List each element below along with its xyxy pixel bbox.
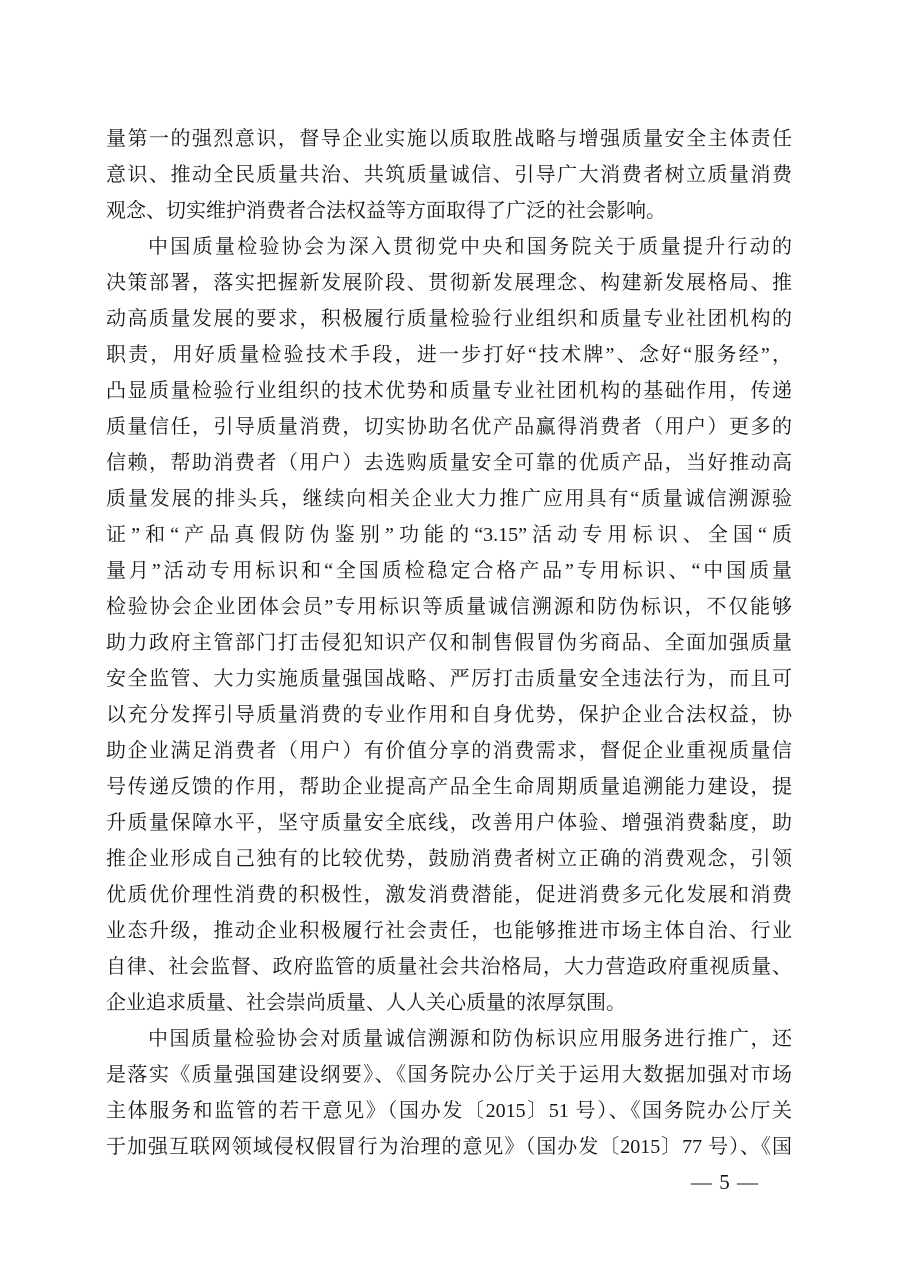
text-line: 质量信任，引导质量消费，切实协助名优产品赢得消费者（用户）更多的 xyxy=(106,416,792,438)
text-line: 检验协会企业团体会员”专用标识等质量诚信溯源和防伪标识，不仅能够 xyxy=(106,596,792,618)
text-line: 量月”活动专用标识和“全国质检稳定合格产品”专用标识、“中国质量 xyxy=(106,560,792,582)
text-line: 以充分发挥引导质量消费的专业作用和自身优势，保护企业合法权益，协 xyxy=(106,704,792,726)
text-line: 观念、切实维护消费者合法权益等方面取得了广泛的社会影响。 xyxy=(106,200,666,222)
text-line: 业态升级，推动企业积极履行社会责任，也能够推进市场主体自治、行业 xyxy=(106,920,792,942)
body-text xyxy=(106,121,792,1165)
text-line: 升质量保障水平，坚守质量安全底线，改善用户体验、增强消费黏度，助 xyxy=(106,812,792,834)
text-line: 量第一的强烈意识，督导企业实施以质取胜战略与增强质量安全主体责任 xyxy=(106,128,792,150)
text-line: 主体服务和监管的若干意见》（国办发〔2015〕51 号）、《国务院办公厅关 xyxy=(106,1100,792,1122)
text-line: 中国质量检验协会对质量诚信溯源和防伪标识应用服务进行推广，还 xyxy=(148,1028,792,1050)
text-line: 动高质量发展的要求，积极履行质量检验行业组织和质量专业社团机构的 xyxy=(106,308,792,330)
text-line: 于加强互联网领域侵权假冒行为治理的意见》（国办发〔2015〕77 号）、《国 xyxy=(106,1136,792,1158)
text-line: 号传递反馈的作用，帮助企业提高产品全生命周期质量追溯能力建设，提 xyxy=(106,776,792,798)
text-line: 职责，用好质量检验技术手段，进一步打好“技术牌”、念好“服务经”， xyxy=(106,344,792,366)
text-line: 质量发展的排头兵，继续向相关企业大力推广应用具有“质量诚信溯源验 xyxy=(106,488,792,510)
text-line: 企业追求质量、社会崇尚质量、人人关心质量的浓厚氛围。 xyxy=(106,992,626,1014)
text-line: 助力政府主管部门打击侵犯知识产仅和制售假冒伪劣商品、全面加强质量 xyxy=(106,632,792,654)
text-line: 中国质量检验协会为深入贯彻党中央和国务院关于质量提升行动的 xyxy=(148,236,792,258)
text-line: 信赖，帮助消费者（用户）去选购质量安全可靠的优质产品，当好推动高 xyxy=(106,452,792,474)
text-line: 意识、推动全民质量共治、共筑质量诚信、引导广大消费者树立质量消费 xyxy=(106,164,792,186)
page-number: — 5 — xyxy=(691,1170,759,1194)
text-line: 助企业满足消费者（用户）有价值分享的消费需求，督促企业重视质量信 xyxy=(106,740,792,762)
text-line: 推企业形成自己独有的比较优势，鼓励消费者树立正确的消费观念，引领 xyxy=(106,848,792,870)
text-line: 是落实《质量强国建设纲要》、《国务院办公厅关于运用大数据加强对市场 xyxy=(106,1064,792,1086)
text-line: 决策部署，落实把握新发展阶段、贯彻新发展理念、构建新发展格局、推 xyxy=(106,272,792,294)
text-line: 证”和“产品真假防伪鉴别”功能的“3.15”活动专用标识、全国“质 xyxy=(106,524,792,546)
text-line: 凸显质量检验行业组织的技术优势和质量专业社团机构的基础作用，传递 xyxy=(106,380,792,402)
text-line: 自律、社会监督、政府监管的质量社会共治格局，大力营造政府重视质量、 xyxy=(106,956,792,978)
text-line: 优质优价理性消费的积极性，激发消费潜能，促进消费多元化发展和消费 xyxy=(106,884,792,906)
text-line: 安全监管、大力实施质量强国战略、严厉打击质量安全违法行为，而且可 xyxy=(106,668,792,690)
